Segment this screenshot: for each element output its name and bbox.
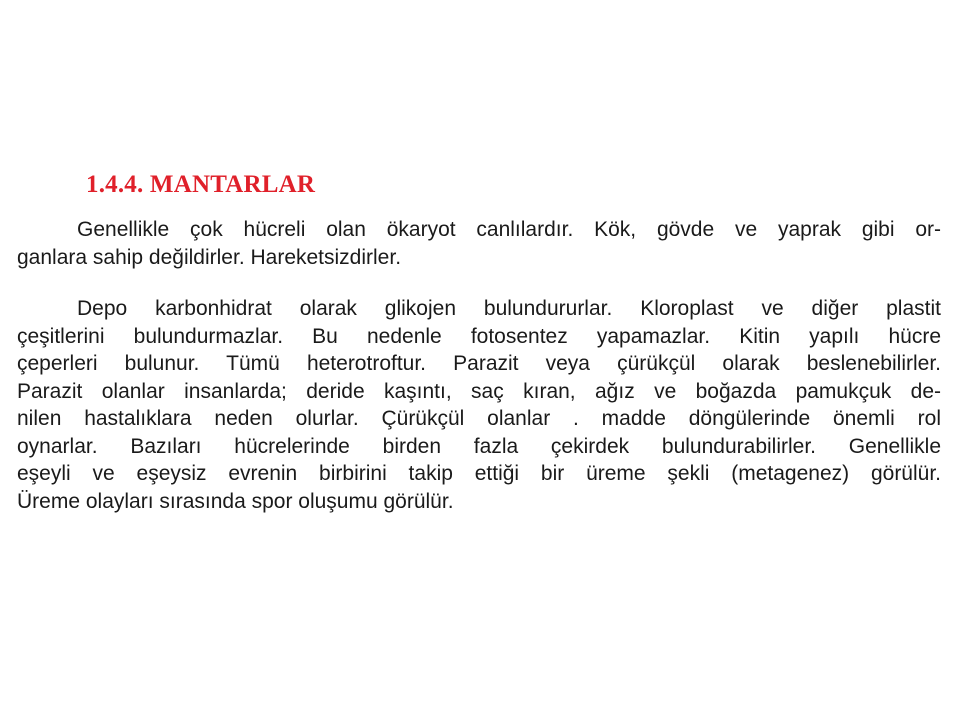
paragraph-line: nilen hastalıklara neden olurlar. Çürükçül olanlar . madde döngülerinde önemli rol <box>17 407 941 430</box>
paragraph-line: Genellikle çok hücreli olan ökaryot canlılardır. Kök, gövde ve yaprak gibi or- <box>77 218 941 241</box>
paragraph-line: çeperleri bulunur. Tümü heterotroftur. Parazit veya çürükçül olarak beslenebilirler. <box>17 352 941 375</box>
paragraph-line: ganlara sahip değildirler. Hareketsizdirler. <box>17 245 402 269</box>
paragraph-line: Parazit olanlar insanlarda; deride kaşıntı, saç kıran, ağız ve boğazda pamukçuk de- <box>17 379 941 403</box>
paragraph-1 <box>17 216 941 271</box>
paragraph-line: çeşitlerini bulundurmazlar. Bu nedenle fotosentez yapamazlar. Kitin yapılı hücre <box>17 324 941 348</box>
paragraph-line: Depo karbonhidrat olarak glikojen bulundururlar. Kloroplast ve diğer plastit <box>77 297 941 320</box>
paragraph-line: eşeyli ve eşeysiz evrenin birbirini takip ettiği bir üreme şekli (metagenez) görülür. <box>17 462 941 485</box>
paragraph-line: Üreme olayları sırasında spor oluşumu görülür. <box>17 489 454 513</box>
section-heading: 1.4.4. MANTARLAR <box>86 171 316 198</box>
paragraph-line: oynarlar. Bazıları hücrelerinde birden fazla çekirdek bulundurabilirler. Genellikle <box>17 434 941 458</box>
paragraph-2 <box>17 295 941 515</box>
